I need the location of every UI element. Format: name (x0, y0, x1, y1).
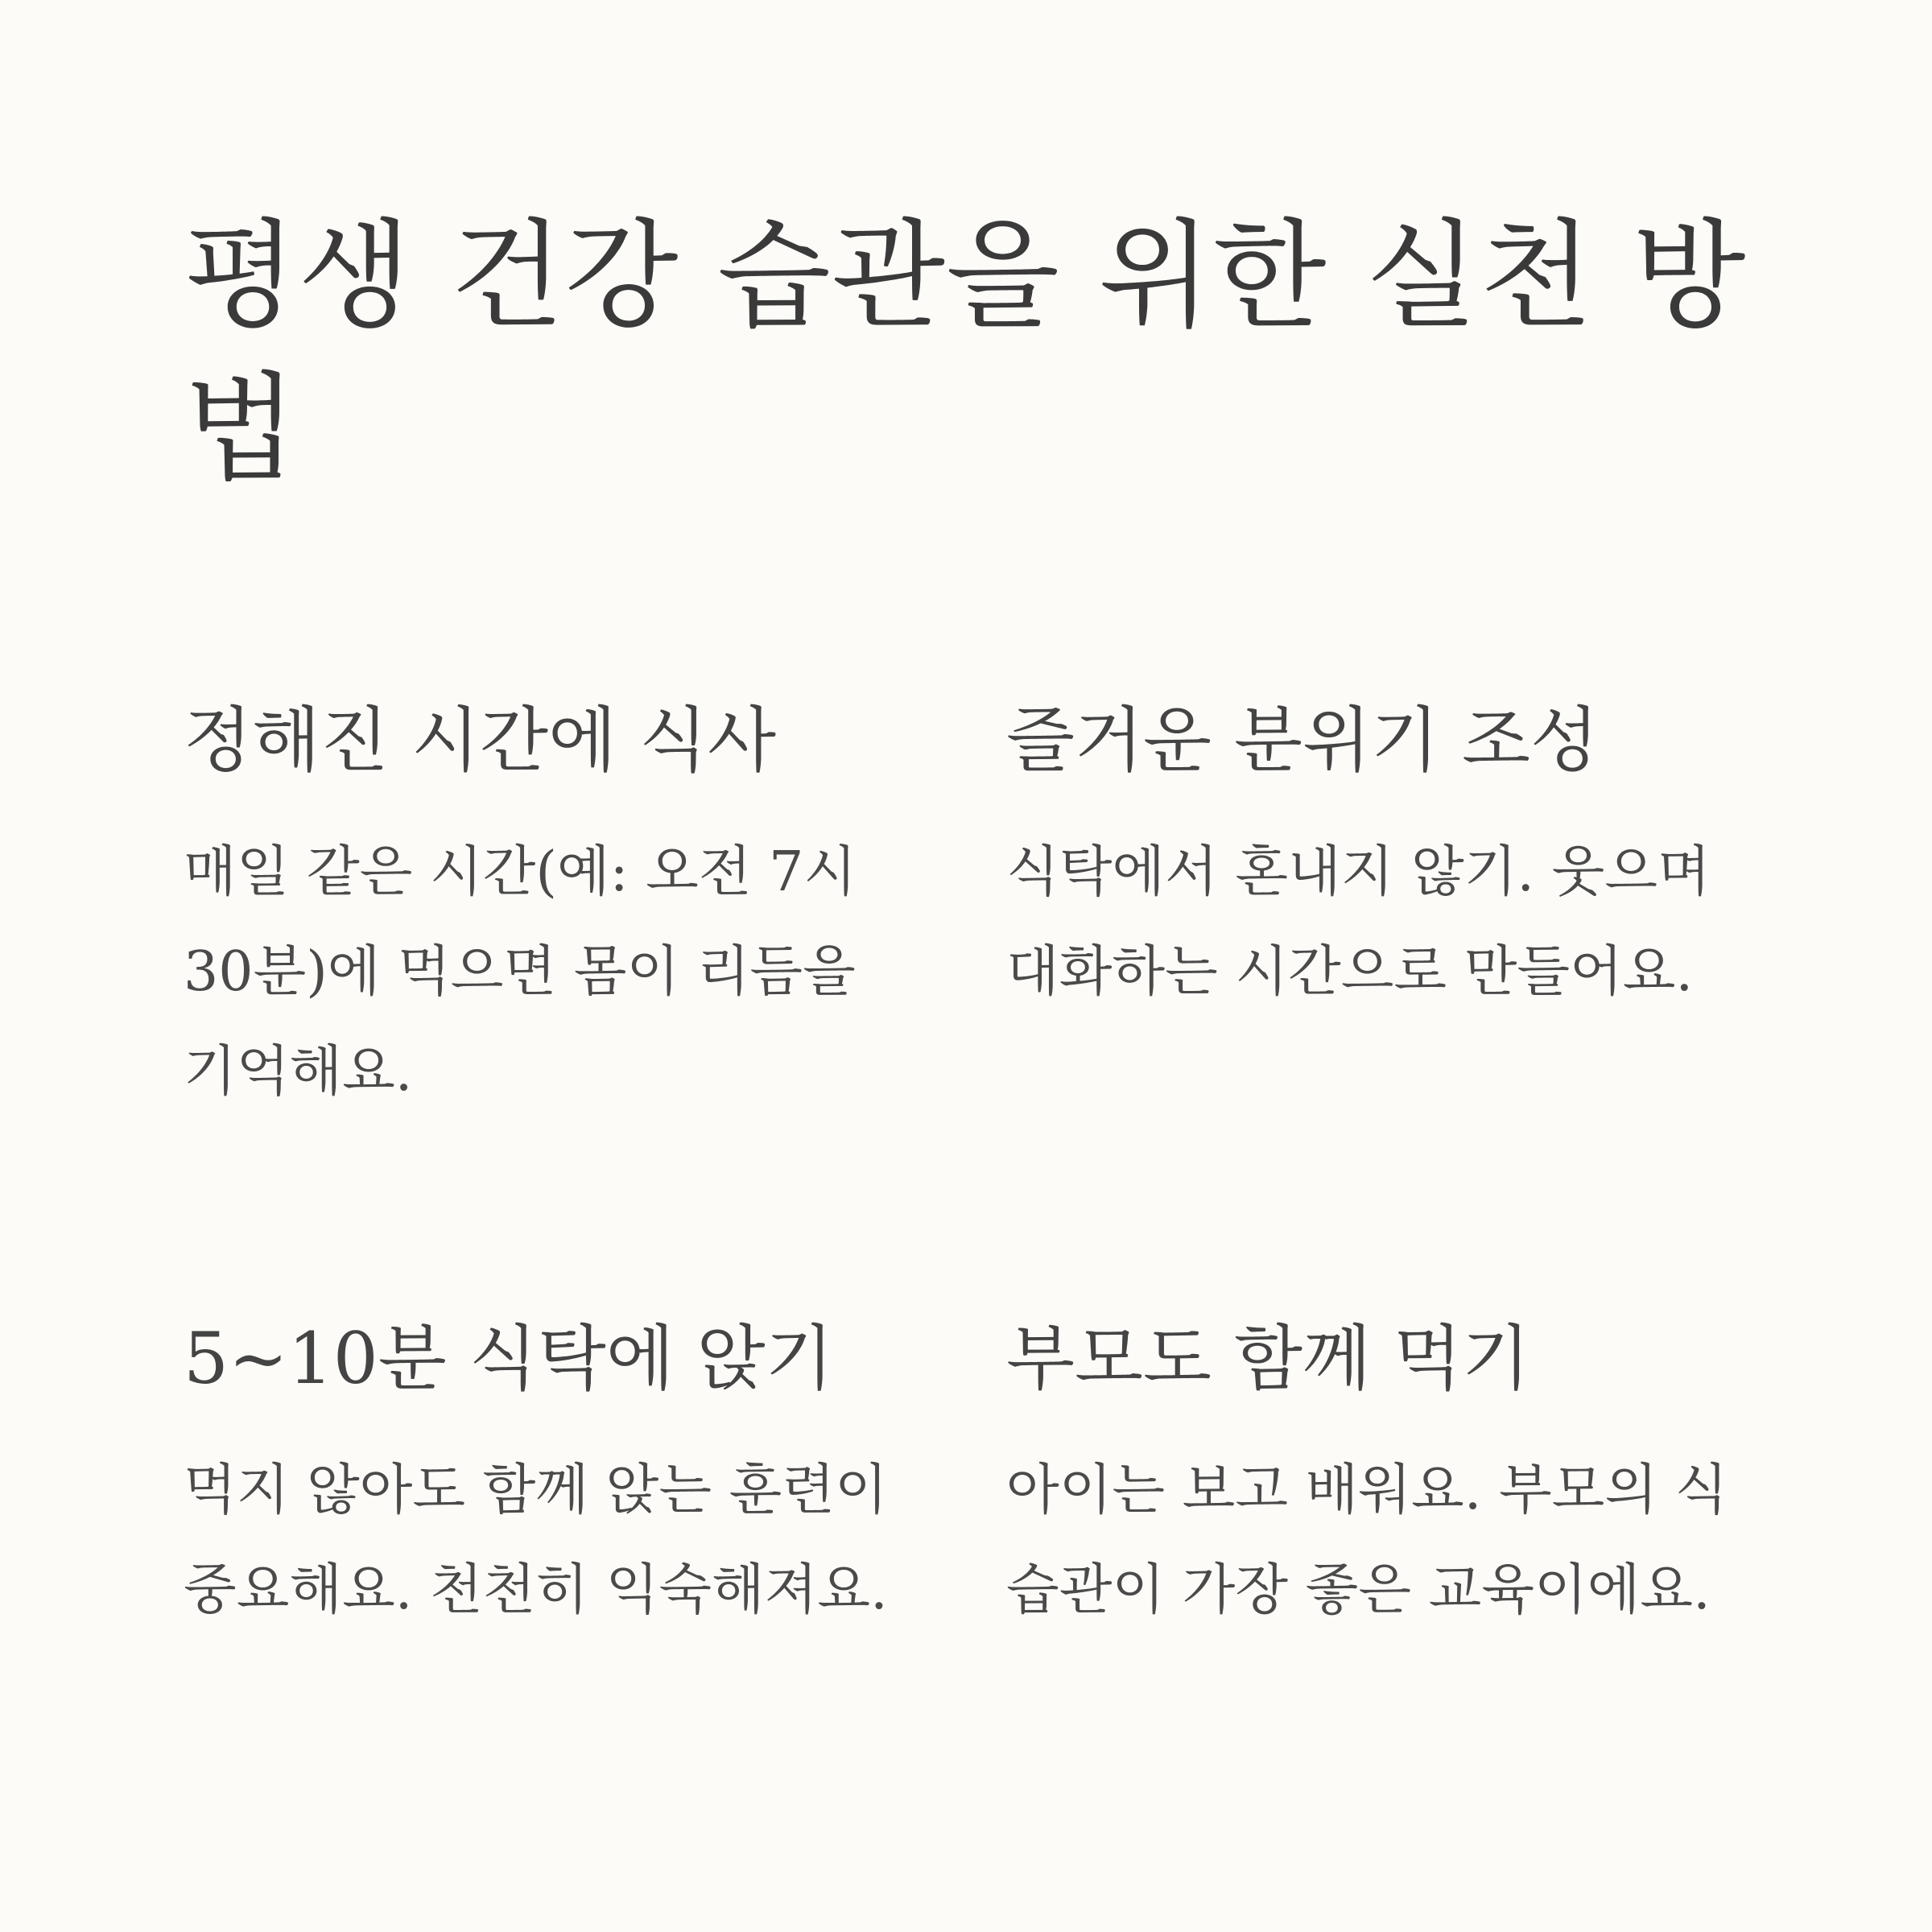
tip-body: 매일 같은 시간(예: 오전 7시 30분)에 먹으면 몸이 리듬을 기억해요. (184, 840, 857, 1104)
tip-card-regular-meal-time (184, 692, 908, 1122)
tip-body: 아이는 보고 배워요. 부모의 식습관이 가장 좋은 교육이에요. (1006, 1459, 1728, 1622)
page-title: 평생 건강 습관을 위한 실천 방법 (184, 208, 1747, 497)
tip-card-sit-at-table (184, 1311, 908, 1641)
tip-heading: 정해진 시간에 식사 (184, 699, 777, 782)
tip-heading: 즐거운 분위기 조성 (1006, 699, 1600, 782)
tip-heading: 부모도 함께 먹기 (1006, 1317, 1531, 1400)
tip-heading: 5~10분 식탁에 앉기 (184, 1317, 834, 1400)
tip-card-parents-eat-together (1006, 1311, 1731, 1641)
tip-body: 먹지 않아도 함께 앉는 훈련이 중요해요. 천천히 익숙해져요. (184, 1459, 888, 1622)
tip-card-pleasant-atmosphere (1006, 692, 1731, 1022)
tip-body: 식탁에서 혼내지 않기. 웃으며 대화하는 시간으로 만들어요. (1006, 840, 1711, 1004)
